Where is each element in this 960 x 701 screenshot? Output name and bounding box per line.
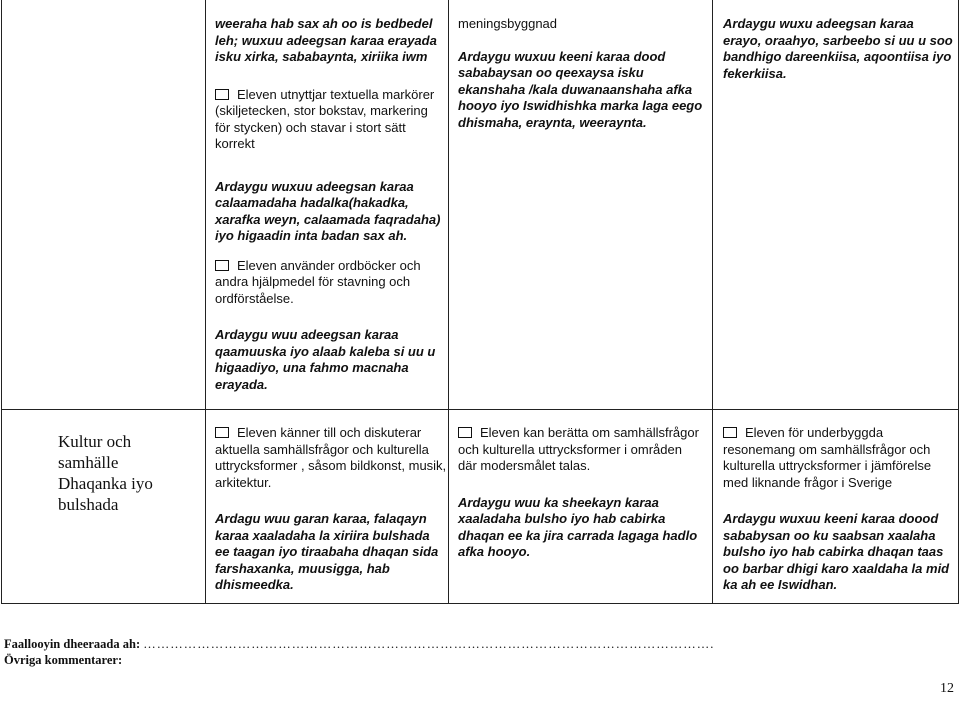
somali-society-tell: Ardaygu wuu ka sheekayn karaa xaaladaha bulsho iyo hab cabirka dhaqan ee ka jira carrada lagaga hadlo afka hooyo.: [458, 494, 698, 559]
criterion-society-tell: Eleven kan berätta om samhällsfrågor och kulturella uttrycksformer i områden där modersmålet talas.: [458, 425, 699, 473]
somali-intro-text: weeraha hab sax ah oo is bedbedel leh; wuxuu adeegsan karaa erayada isku xirka, sababaynta, xiriika iwm: [215, 16, 437, 64]
footer-comments-somali: [4, 637, 714, 652]
somali-society-discuss: Ardagu wuu garan karaa, falaqayn karaa xaaladaha la xiriira bulshada ee taagan iyo tiraabaha dhaqan sida farshaxanka, muusigga, hab dhismeedka.: [215, 511, 439, 592]
row-heading-culture-society: Kultur och samhälle Dhaqanka iyo bulshada: [58, 432, 153, 514]
criterion-text-markers: Eleven utnyttjar textuella markörer (skiljetecken, stor bokstav, markering för stycken) och stavar i stort sätt korrekt: [215, 86, 435, 151]
checkbox[interactable]: [723, 427, 737, 438]
row1-col2-cell: [458, 16, 704, 131]
table-border-bottom: [1, 603, 959, 604]
comments-label-somali: Faallooyin dheeraada ah:: [4, 637, 141, 651]
row2-col2-cell: [458, 425, 704, 561]
table-border-right: [958, 0, 959, 604]
column-divider-1: [205, 0, 206, 604]
checkbox[interactable]: [215, 89, 229, 100]
swedish-text-tail: meningsbyggnad: [458, 16, 558, 31]
column-divider-2: [448, 0, 449, 604]
row2-col1-cell: [215, 425, 447, 594]
row2-col3-cell: [723, 425, 953, 594]
row-divider: [1, 409, 959, 410]
table-border-left: [1, 0, 2, 604]
somali-society-reason: Ardaygu wuxuu keeni karaa doood sababysan oo ku saabsan xaalaha bulsho iyo hab cabirka dhaqan taas oo barbar dhigi karo xaaldaha la mid ka ah ee Iswidhan.: [723, 511, 950, 592]
criterion-society-reason: Eleven för underbyggda resonemang om samhällsfrågor och kulturella uttrycksformer i jämförelse med liknande frågor i Sverige: [723, 425, 932, 490]
page-number: 12: [940, 681, 954, 696]
somali-criterion-dictionaries: Ardaygu wuu adeegsan karaa qaamuuska iyo alaab kaleba si uu u higaadiyo, una fahmo macnaha erayada.: [215, 327, 436, 392]
somali-criterion-punctuation: Ardaygu wuxuu adeegsan karaa calaamadaha hadalka(hakadka, xarafka weyn, calaamada faqradaha) iyo higaadin inta badan sax ah.: [215, 178, 441, 243]
somali-expression-text: Ardaygu wuxu adeegsan karaa erayo, oraahyo, sarbeebo si uu u soo bandhigo dareenkiisa, aqoontiisa iyo fekerkiisa.: [723, 16, 953, 81]
comment-dotted-line[interactable]: ……………………………………………………………………………………………………………….: [143, 637, 715, 651]
column-divider-3: [712, 0, 713, 604]
comments-label-swedish: Övriga kommentarer:: [4, 653, 123, 667]
criterion-dictionaries: Eleven använder ordböcker och andra hjälpmedel för stavning och ordförståelse.: [215, 257, 421, 306]
checkbox[interactable]: [215, 427, 229, 438]
checkbox[interactable]: [215, 260, 229, 271]
criterion-society-discuss: Eleven känner till och diskuterar aktuella samhällsfrågor och kulturella uttrycksformer , såsom bildkonst, musik, arkitektur.: [215, 425, 447, 490]
row1-col3-cell: [723, 16, 953, 82]
footer-comments-swedish: [4, 653, 122, 668]
somali-comparison-text: Ardaygu wuxuu keeni karaa dood sababaysan oo qeexaysa isku ekanshaha /kala duwanaanshaha afka hooyo iyo Iswidhishka marka laga eego dhismaha, eraynta, weeraynta.: [458, 48, 703, 130]
row1-col1-cell: [215, 16, 443, 393]
checkbox[interactable]: [458, 427, 472, 438]
